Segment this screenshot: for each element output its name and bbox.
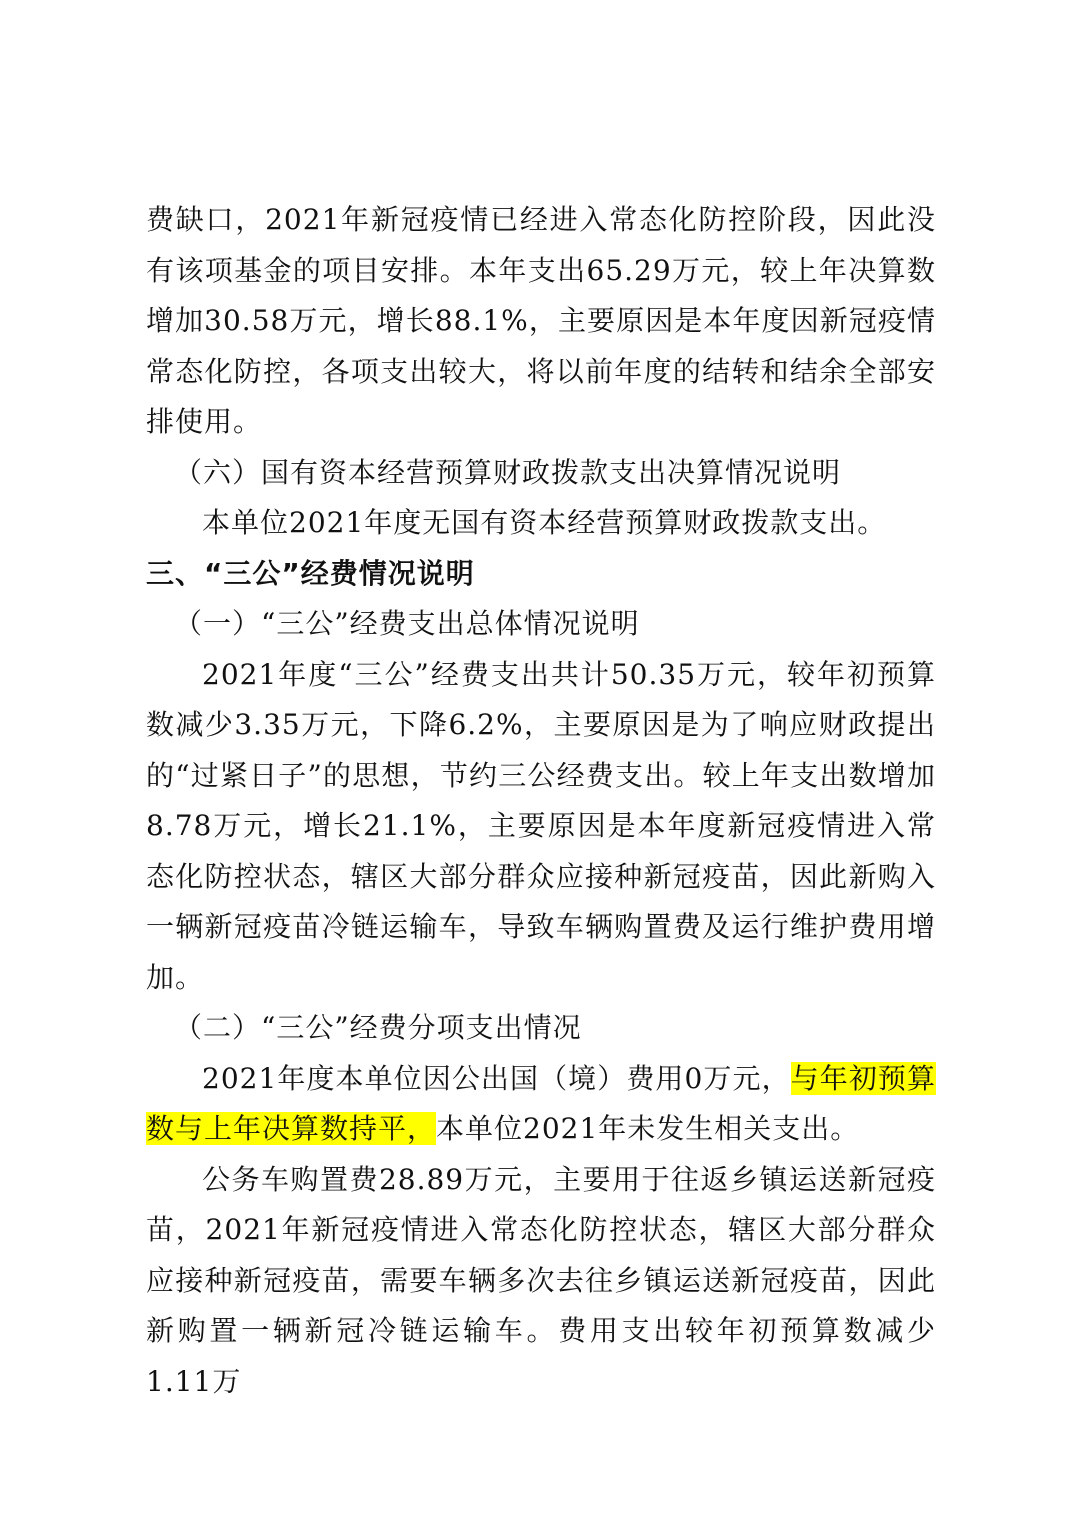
paragraph-vehicle-purchase: 公务车购置费28.89万元，主要用于往返乡镇运送新冠疫苗，2021年新冠疫情进入常态化防控状态，辖区大部分群众应接种新冠疫苗，需要车辆多次去往乡镇运送新冠疫苗，因此新购置一辆新冠冷链运输车。费用支出较年初预算数减少1.11万: [146, 1162, 936, 1398]
document-body: [146, 195, 936, 1407]
heading-itemized-expenses: （二）“三公”经费分项支出情况: [174, 1011, 582, 1044]
abroad-text-after: 本单位2021年未发生相关支出。: [436, 1112, 860, 1145]
paragraph-overall-expenses: 2021年度“三公”经费支出共计50.35万元，较年初预算数减少3.35万元，下降6.2%，主要原因是为了响应财政提出的“过紧日子”的思想，节约三公经费支出。较上年支出数增加8.78万元，增长21.1%，主要原因是本年度新冠疫情进入常态化防控状态，辖区大部分群众应接种新冠疫苗，因此新购入一辆新冠疫苗冷链运输车，导致车辆购置费及运行维护费用增加。: [146, 657, 936, 994]
paragraph-fund-expenditure: 费缺口，2021年新冠疫情已经进入常态化防控阶段，因此没有该项基金的项目安排。本年支出65.29万元，较上年决算数增加30.58万元，增长88.1%，主要原因是本年度因新冠疫情常态化防控，各项支出较大，将以前年度的结转和结余全部安排使用。: [146, 203, 936, 438]
paragraph-state-capital-budget: 本单位2021年度无国有资本经营预算财政拨款支出。: [202, 506, 887, 539]
abroad-text-before: 2021年度本单位因公出国（境）费用0万元，: [202, 1061, 791, 1095]
paragraph-abroad-expenses: [146, 1054, 936, 1155]
heading-three-public-expenses: 三、“三公”经费情况说明: [146, 556, 475, 590]
heading-overall-expenses: （一）“三公”经费支出总体情况说明: [174, 607, 640, 640]
highlighted-text: 与年初预算数与上年决算数持平，: [146, 1061, 936, 1145]
heading-state-capital-budget: （六）国有资本经营预算财政拨款支出决算情况说明: [174, 455, 842, 489]
